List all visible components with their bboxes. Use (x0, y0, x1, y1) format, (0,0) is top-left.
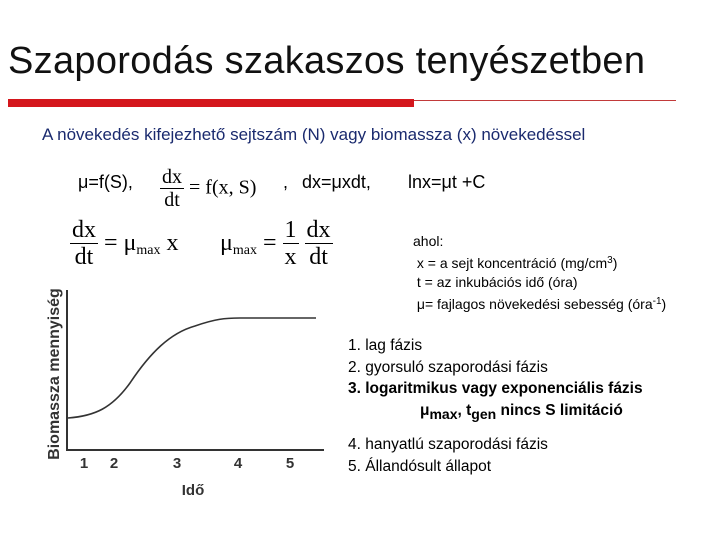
numerator: dx (306, 217, 331, 243)
denominator: dt (309, 244, 328, 271)
equation-dx-mu-x-dt: dx=μxdt, (302, 172, 371, 192)
equation-comma: , (283, 172, 289, 192)
numerator: dx (162, 166, 182, 188)
x-tick-label-3: 3 (172, 455, 182, 472)
equation-mu-max-1-x-dx-dt (220, 218, 333, 271)
numerator: dx (72, 217, 96, 243)
phase-4: 4. hanyatlú szaporodási fázis (348, 436, 548, 453)
fraction-dx-dt (305, 218, 333, 271)
slide-subtitle: A növekedés kifejezhető sejtszám (N) vagy biomassza (x) növekedéssel (42, 125, 586, 144)
x-tick-label-5: 5 (285, 455, 295, 472)
equation-mu-f-s (78, 172, 133, 193)
title-rule-line (414, 100, 676, 101)
eq1-lhs: =f(S), (88, 172, 133, 192)
fxs-text: = f(x, S) (189, 176, 257, 199)
x-tick-label-1: 1 (79, 455, 89, 472)
y-axis-label: Biomassza mennyiség (46, 288, 63, 460)
x-var: x (166, 229, 179, 256)
x-tick-label-4: 4 (233, 455, 243, 472)
denominator: dt (74, 244, 94, 271)
x-tick-label-2: 2 (109, 455, 119, 472)
phase-3-detail: μmax, tgen nincs S limitáció (420, 401, 623, 422)
phase-2: 2. gyorsuló szaporodási fázis (348, 358, 548, 376)
phase-1: 1. lag fázis (348, 337, 423, 354)
fraction-1-x (283, 218, 299, 271)
title-accent-bar (8, 99, 414, 107)
x-definition: x = a sejt koncentráció $(mg/cm^3)$ (416, 255, 618, 271)
equation-ln-x: lnx=μt +C (408, 172, 486, 192)
ahol-label: ahol: (413, 233, 444, 249)
mu-definition: μ= fajlagos növekedési sebesség (óra$^{-1}$) (416, 296, 667, 312)
numerator: 1 (284, 217, 297, 243)
max-subscript: max (232, 242, 257, 258)
eq3-equals: = (262, 229, 277, 256)
mu-symbol: μ (78, 172, 89, 192)
t-definition: t = az inkubációs idő (óra) (416, 274, 578, 290)
equation-dx-dt-fxs (160, 167, 256, 211)
phase-3: 3. logaritmikus vagy exponenciális fázis (348, 380, 643, 397)
fraction-dx-dt (160, 167, 184, 211)
mu-symbol: μ (220, 229, 233, 256)
denominator: dt (164, 189, 180, 211)
max-subscript: max (136, 242, 161, 258)
denominator: x (284, 244, 297, 271)
fraction-dx-dt (70, 218, 98, 271)
growth-curve-chart (40, 288, 330, 500)
definitions-block (413, 232, 666, 314)
equation-dx-dt-mu-max-x (70, 218, 179, 271)
slide-title: Szaporodás szakaszos tenyészetben (8, 40, 646, 82)
phase-5: 5. Állandósult állapot (348, 457, 492, 475)
growth-curve-line (68, 318, 316, 418)
growth-phases-list (348, 335, 643, 477)
eq2-equals-mu: = μ (104, 229, 137, 256)
x-axis-label: Idő (181, 482, 205, 499)
